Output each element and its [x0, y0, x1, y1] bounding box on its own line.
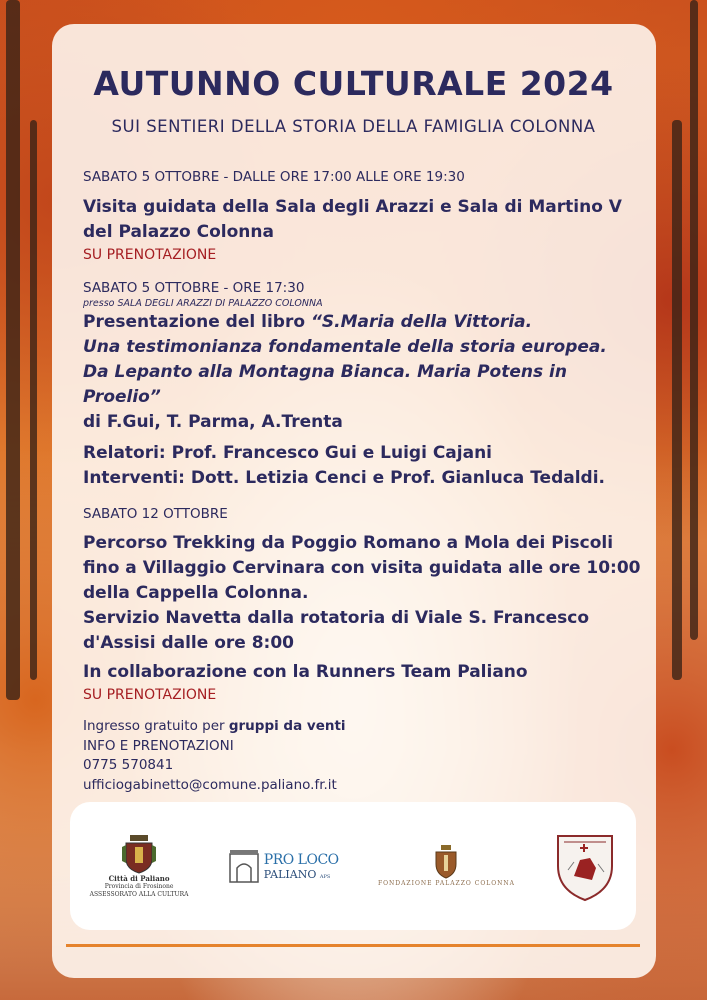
book-authors: di F.Gui, T. Parma, A.Trenta — [83, 412, 343, 432]
event-2 — [83, 279, 643, 491]
info-section — [83, 717, 643, 795]
event-3 — [83, 505, 643, 705]
event-description: della Cappella Colonna. — [83, 583, 309, 603]
association-logo — [554, 830, 616, 902]
fondazione-name: FONDAZIONE PALAZZO COLONNA — [377, 880, 515, 887]
proloco-town-name: PALIANO — [263, 867, 317, 881]
fondazione-logo — [378, 844, 515, 888]
booking-note: SU PRENOTAZIONE — [83, 687, 217, 703]
events-section — [83, 168, 643, 795]
tree-trunk — [6, 0, 20, 700]
book-title — [83, 335, 643, 360]
event-description: del Palazzo Colonna — [83, 222, 274, 242]
entry-prefix: Ingresso gratuito per — [83, 718, 225, 734]
tree-trunk — [672, 120, 682, 680]
entry-bold: gruppi da venti — [228, 718, 346, 734]
tree-trunk — [30, 120, 37, 680]
event-description: Servizio Navetta dalla rotatoria di Viale S. Francesco — [83, 608, 590, 628]
proloco-town — [264, 868, 339, 881]
event-description: Visita guidata della Sala degli Arazzi e Sala di Martino V — [83, 197, 622, 217]
phone-number[interactable]: 0775 570841 — [83, 757, 174, 773]
event-1 — [83, 168, 643, 265]
proloco-logo — [228, 848, 339, 884]
crest-icon — [430, 844, 462, 880]
book-title — [83, 310, 643, 335]
gate-icon — [228, 848, 260, 884]
info-heading: INFO E PRENOTAZIONI — [83, 737, 234, 754]
book-title-line: Da Lepanto alla Montagna Bianca. Maria Potens in Proelio” — [83, 362, 567, 407]
event-date: SABATO 5 OTTOBRE - DALLE ORE 17:00 ALLE ORE 19:30 — [83, 169, 465, 185]
page-subtitle: SUI SENTIERI DELLA STORIA DELLA FAMIGLIA COLONNA — [111, 117, 596, 136]
paliano-department: ASSESSORATO ALLA CULTURA — [89, 891, 189, 898]
speakers: Relatori: Prof. Francesco Gui e Luigi Cajani — [83, 443, 493, 463]
entry-note — [83, 717, 643, 737]
book-title-line: Una testimonianza fondamentale della storia europea. — [83, 337, 607, 357]
collaboration-note: In collaborazione con la Runners Team Paliano — [83, 662, 528, 682]
booking-note: SU PRENOTAZIONE — [83, 247, 217, 263]
email-link[interactable]: ufficiogabinetto@comune.paliano.fr.it — [83, 776, 337, 793]
paliano-logo — [90, 833, 189, 899]
proloco-suffix: APS — [319, 873, 331, 880]
event-date: SABATO 12 OTTOBRE — [83, 506, 228, 522]
event-description: Percorso Trekking da Poggio Romano a Mola dei Piscoli — [83, 533, 614, 553]
shield-icon — [554, 830, 616, 902]
event-date: SABATO 5 OTTOBRE - ORE 17:30 — [83, 280, 305, 296]
accent-bar — [66, 944, 640, 947]
sponsor-logos — [70, 802, 636, 930]
book-title — [83, 360, 643, 410]
event-location: presso SALA DEGLI ARAZZI DI PALAZZO COLONNA — [83, 298, 323, 309]
paliano-name: Città di Paliano — [108, 874, 170, 883]
book-prefix: Presentazione del libro — [83, 312, 306, 332]
page-title: AUTUNNO CULTURALE 2024 — [93, 64, 614, 103]
interventions: Interventi: Dott. Letizia Cenci e Prof. Gianluca Tedaldi. — [83, 468, 605, 488]
event-description: d'Assisi dalle ore 8:00 — [83, 633, 294, 653]
paliano-province: Provincia di Frosinone — [104, 883, 174, 890]
proloco-title: PRO LOCO — [263, 851, 339, 868]
coat-of-arms-icon — [120, 833, 158, 875]
event-description: fino a Villaggio Cervinara con visita guidata alle ore 10:00 — [83, 558, 641, 578]
book-title-line: “S.Maria della Vittoria. — [310, 312, 533, 332]
